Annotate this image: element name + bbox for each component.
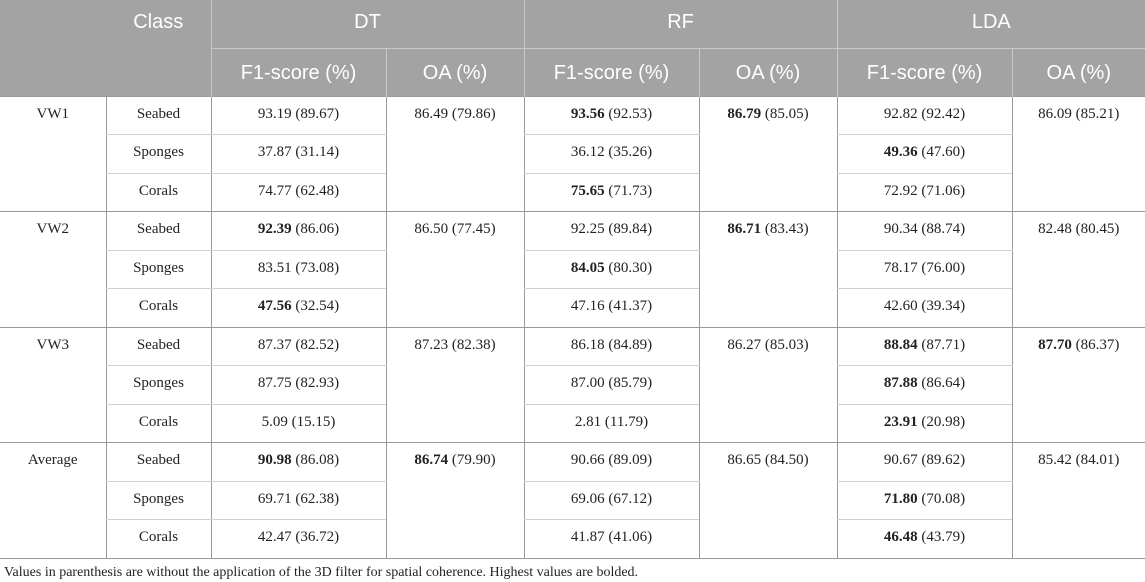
class-label: Sponges bbox=[106, 250, 211, 289]
table-footnote: Values in parenthesis are without the application of the 3D filter for spatial coherence. Highest values are bolded. bbox=[4, 565, 639, 580]
dt-oa-cell-value: (79.90) bbox=[448, 452, 496, 468]
table-row bbox=[0, 250, 1145, 289]
lda-f1-cell bbox=[837, 212, 1012, 251]
dt-f1-cell-value: (86.06) bbox=[291, 221, 340, 237]
header-blank bbox=[0, 0, 106, 96]
dt-f1-cell-value: 69.71 (62.38) bbox=[257, 490, 340, 507]
dt-f1-cell bbox=[211, 173, 386, 212]
table-row bbox=[0, 404, 1145, 443]
lda-oa-cell-value: 82.48 (80.45) bbox=[1038, 221, 1120, 237]
lda-f1-cell bbox=[837, 366, 1012, 405]
rf-oa-cell-value: (83.43) bbox=[761, 221, 809, 237]
table-row bbox=[0, 173, 1145, 212]
rf-f1-cell-value: 92.25 (89.84) bbox=[570, 221, 653, 237]
lda-f1-cell-bold: 87.88 bbox=[883, 375, 918, 391]
lda-f1-cell bbox=[837, 289, 1012, 328]
rf-f1-cell-value: (71.73) bbox=[604, 182, 653, 199]
rf-f1-cell-value: 90.66 (89.09) bbox=[570, 452, 653, 468]
lda-f1-cell-value: (47.60) bbox=[917, 144, 966, 160]
dt-f1-cell-value: 93.19 (89.67) bbox=[257, 105, 340, 122]
table-row bbox=[0, 481, 1145, 520]
row-group-label: VW1 bbox=[0, 96, 106, 212]
dt-f1-cell bbox=[211, 481, 386, 520]
lda-f1-cell bbox=[837, 520, 1012, 559]
dt-f1-cell-value: 37.87 (31.14) bbox=[257, 144, 340, 160]
class-label: Sponges bbox=[106, 366, 211, 405]
rf-f1-cell bbox=[524, 173, 699, 212]
rf-f1-cell bbox=[524, 327, 699, 366]
dt-f1-cell-value: (86.08) bbox=[291, 452, 340, 468]
rf-f1-cell bbox=[524, 481, 699, 520]
header-group-rf: RF bbox=[524, 0, 837, 48]
lda-f1-cell bbox=[837, 443, 1012, 482]
header-dt-f1: F1-score (%) bbox=[211, 48, 386, 96]
class-label: Corals bbox=[106, 404, 211, 443]
dt-f1-cell-bold: 47.56 bbox=[257, 298, 292, 314]
lda-f1-cell bbox=[837, 96, 1012, 135]
rf-oa-cell-value: 86.27 (85.03) bbox=[727, 336, 809, 353]
dt-oa-cell bbox=[386, 443, 524, 559]
table-row bbox=[0, 289, 1145, 328]
header-row-groups bbox=[0, 0, 1145, 48]
rf-oa-cell bbox=[699, 96, 837, 212]
row-group-label: VW3 bbox=[0, 327, 106, 443]
lda-f1-cell-value: 90.67 (89.62) bbox=[883, 452, 966, 468]
rf-f1-cell bbox=[524, 366, 699, 405]
class-label: Seabed bbox=[106, 212, 211, 251]
lda-f1-cell bbox=[837, 135, 1012, 174]
rf-f1-cell bbox=[524, 135, 699, 174]
lda-f1-cell-bold: 23.91 bbox=[883, 413, 918, 430]
row-group-label: Average bbox=[0, 443, 106, 559]
lda-f1-cell-value: 90.34 (88.74) bbox=[883, 221, 966, 237]
dt-f1-cell bbox=[211, 135, 386, 174]
rf-f1-cell bbox=[524, 250, 699, 289]
dt-f1-cell bbox=[211, 404, 386, 443]
lda-oa-cell bbox=[1012, 443, 1145, 559]
lda-f1-cell-bold: 49.36 bbox=[883, 144, 918, 160]
rf-f1-cell-value: 2.81 (11.79) bbox=[574, 413, 649, 430]
lda-f1-cell-value: (43.79) bbox=[917, 529, 966, 545]
header-lda-oa: OA (%) bbox=[1012, 48, 1145, 96]
rf-f1-cell-value: 36.12 (35.26) bbox=[570, 144, 653, 160]
class-label: Corals bbox=[106, 173, 211, 212]
lda-f1-cell-value: 72.92 (71.06) bbox=[883, 182, 966, 199]
dt-f1-cell-value: 83.51 (73.08) bbox=[257, 259, 340, 276]
rf-f1-cell-value: (92.53) bbox=[604, 105, 653, 122]
dt-oa-cell-value: 87.23 (82.38) bbox=[414, 336, 496, 353]
rf-oa-cell-bold: 86.79 bbox=[727, 105, 762, 122]
class-label: Seabed bbox=[106, 96, 211, 135]
rf-oa-cell-value: (85.05) bbox=[761, 105, 809, 122]
rf-f1-cell bbox=[524, 96, 699, 135]
rf-f1-cell bbox=[524, 520, 699, 559]
table-body bbox=[0, 96, 1145, 558]
header-dt-oa: OA (%) bbox=[386, 48, 524, 96]
dt-f1-cell bbox=[211, 520, 386, 559]
dt-f1-cell-value: 87.75 (82.93) bbox=[257, 375, 340, 391]
lda-oa-cell-value: (86.37) bbox=[1071, 336, 1120, 353]
lda-f1-cell-value: 92.82 (92.42) bbox=[883, 105, 966, 122]
table-row bbox=[0, 96, 1145, 135]
dt-oa-cell bbox=[386, 212, 524, 328]
rf-f1-cell-bold: 75.65 bbox=[570, 182, 605, 199]
header-rf-oa: OA (%) bbox=[699, 48, 837, 96]
dt-f1-cell-value: 42.47 (36.72) bbox=[257, 529, 340, 545]
header-group-dt: DT bbox=[211, 0, 524, 48]
rf-f1-cell bbox=[524, 212, 699, 251]
table-row bbox=[0, 135, 1145, 174]
dt-oa-cell bbox=[386, 96, 524, 212]
class-label: Seabed bbox=[106, 443, 211, 482]
dt-f1-cell-value: 74.77 (62.48) bbox=[257, 182, 340, 199]
dt-f1-cell bbox=[211, 212, 386, 251]
lda-f1-cell-value: (87.71) bbox=[917, 336, 966, 353]
class-label: Sponges bbox=[106, 135, 211, 174]
lda-oa-cell-bold: 87.70 bbox=[1038, 336, 1072, 353]
lda-f1-cell-value: (20.98) bbox=[917, 413, 966, 430]
header-class: Class bbox=[106, 0, 211, 96]
class-label: Seabed bbox=[106, 327, 211, 366]
lda-f1-cell-value: 42.60 (39.34) bbox=[883, 298, 966, 314]
class-label: Corals bbox=[106, 520, 211, 559]
rf-f1-cell-value: 87.00 (85.79) bbox=[570, 375, 653, 391]
dt-f1-cell bbox=[211, 96, 386, 135]
rf-f1-cell-bold: 93.56 bbox=[570, 105, 605, 122]
rf-oa-cell bbox=[699, 443, 837, 559]
rf-f1-cell bbox=[524, 443, 699, 482]
rf-f1-cell bbox=[524, 404, 699, 443]
rf-f1-cell bbox=[524, 289, 699, 328]
lda-oa-cell bbox=[1012, 327, 1145, 443]
header-rf-f1: F1-score (%) bbox=[524, 48, 699, 96]
rf-f1-cell-value: 86.18 (84.89) bbox=[570, 336, 653, 353]
rf-oa-cell-value: 86.65 (84.50) bbox=[727, 452, 809, 468]
dt-f1-cell bbox=[211, 443, 386, 482]
lda-f1-cell-bold: 88.84 bbox=[883, 336, 918, 353]
table-row bbox=[0, 520, 1145, 559]
table-row bbox=[0, 212, 1145, 251]
lda-oa-cell bbox=[1012, 96, 1145, 212]
table-row bbox=[0, 366, 1145, 405]
lda-oa-cell bbox=[1012, 212, 1145, 328]
dt-oa-cell-bold: 86.74 bbox=[414, 452, 449, 468]
rf-f1-cell-value: (80.30) bbox=[604, 259, 653, 276]
class-label: Sponges bbox=[106, 481, 211, 520]
table-row bbox=[0, 443, 1145, 482]
dt-f1-cell bbox=[211, 250, 386, 289]
header-lda-f1: F1-score (%) bbox=[837, 48, 1012, 96]
dt-f1-cell-value: 5.09 (15.15) bbox=[261, 413, 336, 430]
lda-f1-cell bbox=[837, 250, 1012, 289]
rf-oa-cell bbox=[699, 212, 837, 328]
lda-oa-cell-value: 85.42 (84.01) bbox=[1038, 452, 1120, 468]
rf-f1-cell-value: 69.06 (67.12) bbox=[570, 490, 653, 507]
dt-f1-cell bbox=[211, 289, 386, 328]
lda-f1-cell-value: 78.17 (76.00) bbox=[883, 259, 966, 276]
lda-f1-cell-bold: 71.80 bbox=[883, 490, 918, 507]
rf-f1-cell-bold: 84.05 bbox=[570, 259, 605, 276]
dt-oa-cell-value: 86.49 (79.86) bbox=[414, 105, 496, 122]
lda-f1-cell-value: (86.64) bbox=[917, 375, 966, 391]
lda-f1-cell-value: (70.08) bbox=[917, 490, 966, 507]
dt-f1-cell-bold: 90.98 bbox=[257, 452, 292, 468]
table-row bbox=[0, 327, 1145, 366]
class-label: Corals bbox=[106, 289, 211, 328]
dt-f1-cell-bold: 92.39 bbox=[257, 221, 292, 237]
lda-oa-cell-value: 86.09 (85.21) bbox=[1038, 105, 1120, 122]
rf-f1-cell-value: 41.87 (41.06) bbox=[570, 529, 653, 545]
header-group-lda: LDA bbox=[837, 0, 1145, 48]
dt-oa-cell bbox=[386, 327, 524, 443]
lda-f1-cell bbox=[837, 404, 1012, 443]
dt-f1-cell-value: (32.54) bbox=[291, 298, 340, 314]
lda-f1-cell bbox=[837, 327, 1012, 366]
rf-oa-cell bbox=[699, 327, 837, 443]
lda-f1-cell bbox=[837, 481, 1012, 520]
lda-f1-cell bbox=[837, 173, 1012, 212]
lda-f1-cell-bold: 46.48 bbox=[883, 529, 918, 545]
dt-f1-cell bbox=[211, 327, 386, 366]
dt-f1-cell bbox=[211, 366, 386, 405]
rf-f1-cell-value: 47.16 (41.37) bbox=[570, 298, 653, 314]
dt-f1-cell-value: 87.37 (82.52) bbox=[257, 336, 340, 353]
row-group-label: VW2 bbox=[0, 212, 106, 328]
rf-oa-cell-bold: 86.71 bbox=[727, 221, 762, 237]
dt-oa-cell-value: 86.50 (77.45) bbox=[414, 221, 496, 237]
